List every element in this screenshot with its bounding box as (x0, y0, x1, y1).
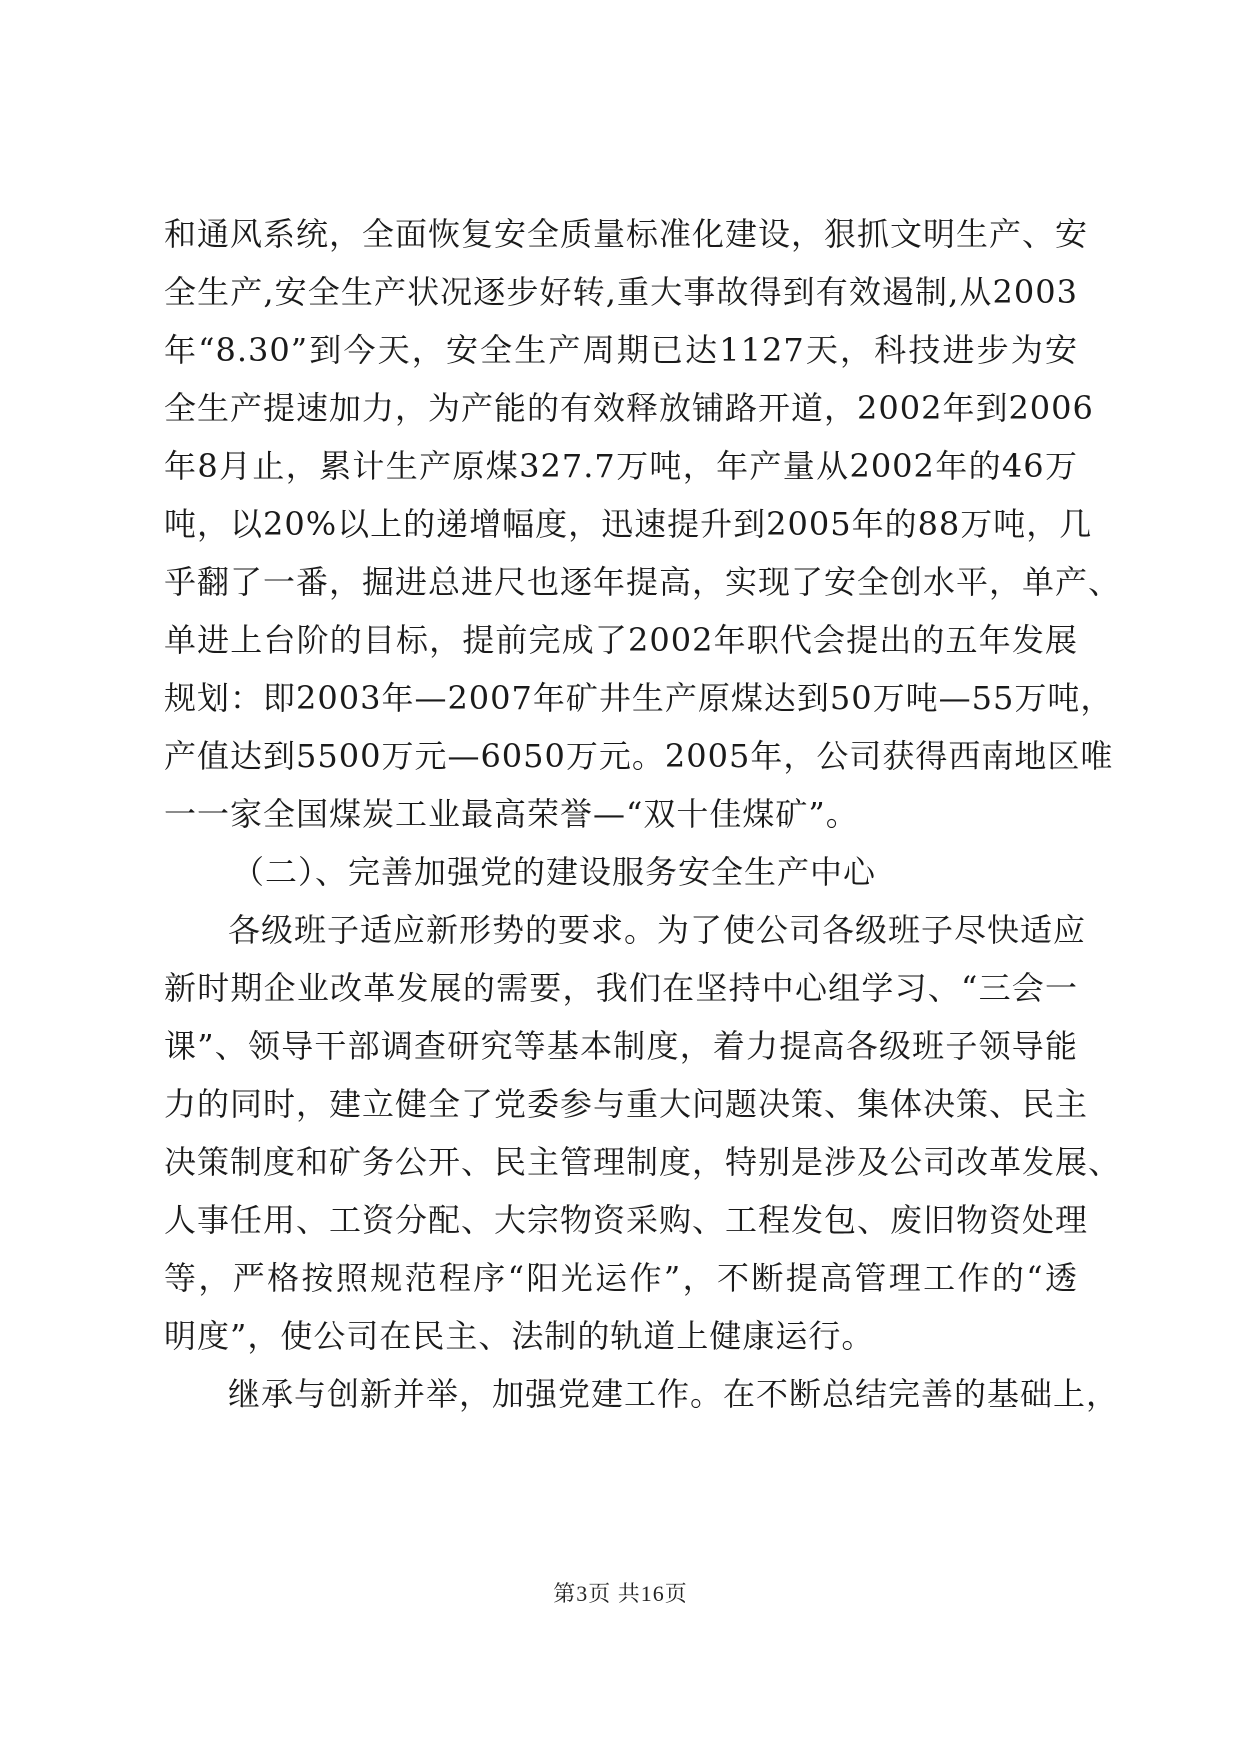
paragraph-line: 继承与创新并举，加强党建工作。在不断总结完善的基础上， (228, 1375, 1120, 1413)
paragraph-line: 力的同时，建立健全了党委参与重大问题决策、集体决策、民主 (164, 1085, 1089, 1123)
paragraph-line: 年“8.30”到今天，安全生产周期已达1127天，科技进步为安 (164, 331, 1078, 369)
paragraph-line: 决策制度和矿务公开、民主管理制度，特别是涉及公司改革发展、 (164, 1143, 1122, 1181)
paragraph-line: 乎翻了一番，掘进总进尺也逐年提高，实现了安全创水平，单产、 (164, 563, 1122, 601)
paragraph-line: 明度”，使公司在民主、法制的轨道上健康运行。 (164, 1317, 875, 1355)
paragraph-line: 年8月止，累计生产原煤327.7万吨，年产量从2002年的46万 (164, 447, 1078, 485)
section-heading: （二）、完善加强党的建设服务安全生产中心 (232, 853, 877, 891)
paragraph-line: 产值达到5500万元—6050万元。2005年，公司获得西南地区唯 (164, 737, 1114, 775)
paragraph-line: 单进上台阶的目标，提前完成了2002年职代会提出的五年发展 (164, 621, 1078, 659)
paragraph-line: 人事任用、工资分配、大宗物资采购、工程发包、废旧物资处理 (164, 1201, 1089, 1239)
paragraph-line: 和通风系统，全面恢复安全质量标准化建设，狠抓文明生产、安 (164, 215, 1089, 253)
paragraph-line: 新时期企业改革发展的需要，我们在坚持中心组学习、“三会一 (164, 969, 1078, 1007)
paragraph-line: 一一家全国煤炭工业最高荣誉—“双十佳煤矿”。 (164, 795, 859, 833)
paragraph-line: 各级班子适应新形势的要求。为了使公司各级班子尽快适应 (228, 911, 1087, 949)
paragraph-line: 等，严格按照规范程序“阳光运作”，不断提高管理工作的“透 (164, 1259, 1078, 1297)
page-footer: 第3页 共16页 (553, 1581, 688, 1606)
paragraph-line: 吨，以20%以上的递增幅度，迅速提升到2005年的88万吨，几 (164, 505, 1093, 543)
paragraph-line: 全生产,安全生产状况逐步好转,重大事故得到有效遏制,从2003 (164, 273, 1078, 311)
paragraph-line: 全生产提速加力，为产能的有效释放铺路开道，2002年到2006 (164, 389, 1094, 427)
paragraph-line: 规划：即2003年—2007年矿井生产原煤达到50万吨—55万吨， (164, 679, 1114, 717)
paragraph-line: 课”、领导干部调查研究等基本制度，着力提高各级班子领导能 (164, 1027, 1078, 1065)
